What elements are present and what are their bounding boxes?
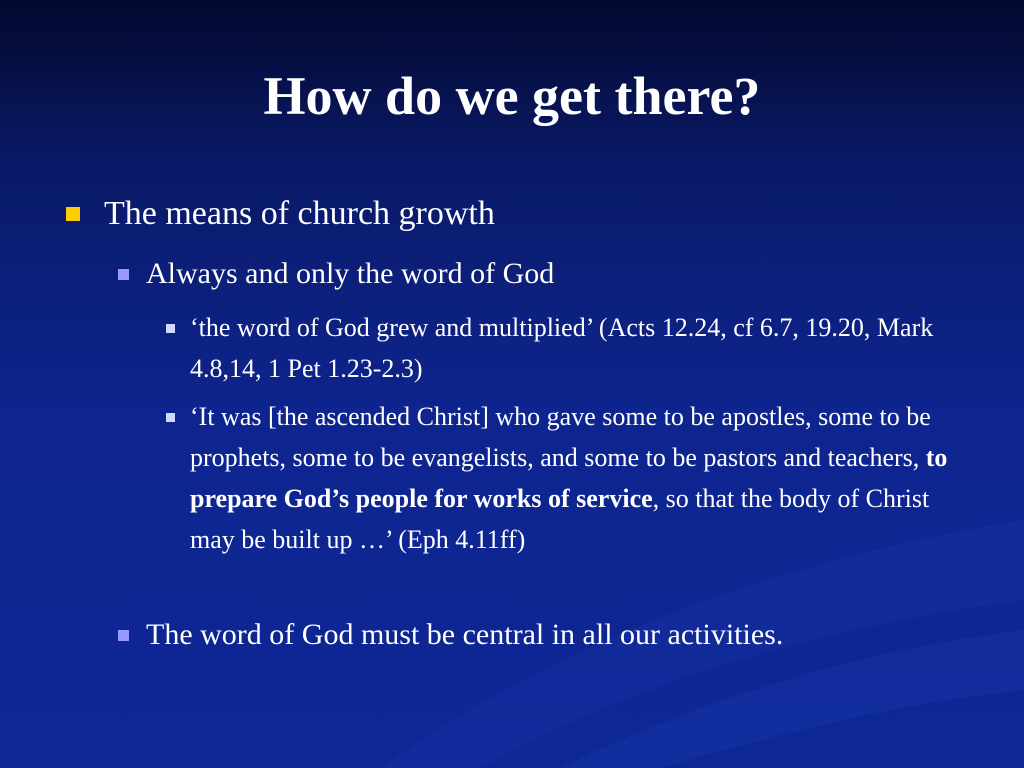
slide-title: How do we get there? — [263, 66, 761, 126]
bullet-text: ‘the word of God grew and multiplied’ (Acts 12.24, cf 6.7, 19.20, Mark 4.8,14, 1 Pet 1.23-2.3) — [190, 313, 934, 383]
bullet-text — [190, 396, 980, 560]
square-bullet-icon — [66, 207, 80, 221]
square-bullet-icon — [166, 324, 175, 333]
square-bullet-icon — [166, 413, 175, 422]
quote-part: , so that the body of Christ may be built up …’ (Eph 4.11ff) — [190, 484, 930, 554]
square-bullet-icon — [118, 630, 129, 641]
bullet-text: The word of God must be central in all our activities. — [146, 618, 784, 651]
quote-part: ‘It was [the ascended Christ] who gave some to be apostles, some to be prophets, some to be evangelists, and some to be pastors and teachers, — [190, 402, 931, 472]
quote-emphasis: to prepare God’s people for works of service — [190, 443, 948, 513]
bullet-text: Always and only the word of God — [146, 257, 555, 290]
bullet-text: The means of church growth — [104, 195, 495, 232]
square-bullet-icon — [118, 269, 129, 280]
